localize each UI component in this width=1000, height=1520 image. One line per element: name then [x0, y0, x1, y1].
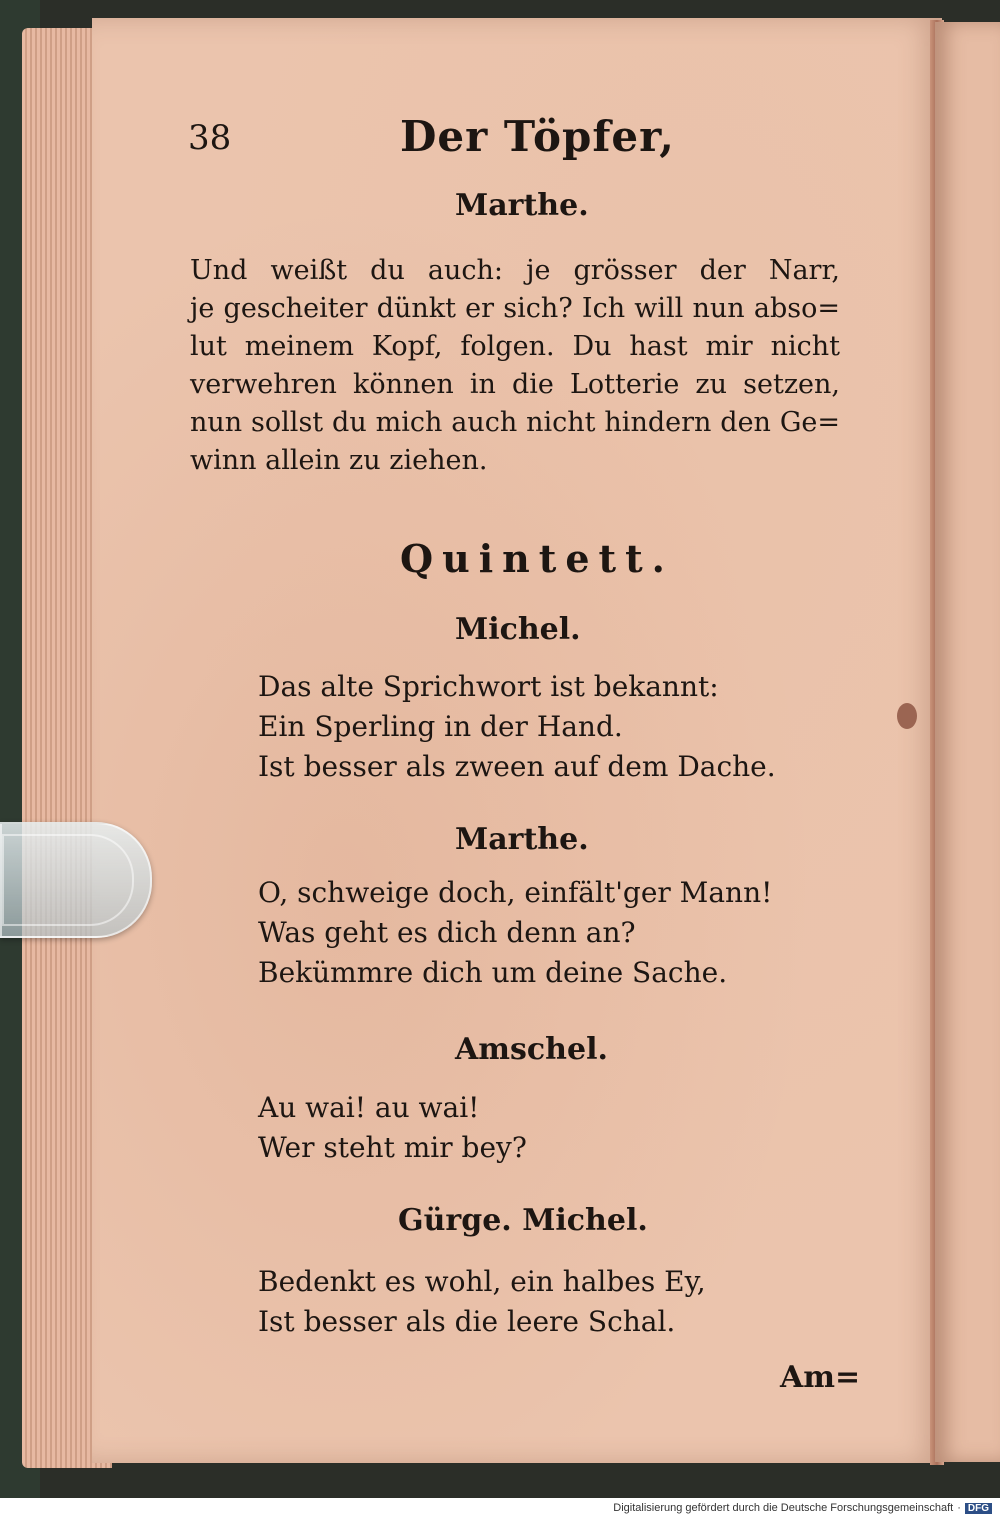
catchword: Am=: [780, 1360, 861, 1395]
speaker-marthe-2: Marthe.: [455, 822, 589, 857]
page-number: 38: [188, 118, 232, 158]
verse-line: Au wai! au wai!: [258, 1091, 480, 1124]
verse-line: Ist besser als die leere Schal.: [258, 1305, 676, 1338]
bookmark-clip: [0, 822, 152, 938]
facing-page-edge: [935, 22, 1000, 1462]
prose-line: je gescheiter dünkt er sich? Ich will nun abso=: [190, 293, 840, 324]
bookmark-clip-inner: [2, 834, 134, 926]
verse-line: Was geht es dich denn an?: [258, 916, 636, 949]
separator: ·: [957, 1502, 961, 1514]
prose-paragraph: [190, 252, 840, 480]
verse-block: [258, 1262, 706, 1342]
credit-text: Digitalisierung gefördert durch die Deutsche Forschungsgemeinschaft: [613, 1502, 954, 1514]
verse-line: Bedenkt es wohl, ein halbes Ey,: [258, 1265, 706, 1298]
running-head: Der Töpfer,: [400, 112, 675, 161]
prose-line: Und weißt du auch: je grösser der Narr,: [190, 255, 840, 286]
verse-line: Bekümmre dich um deine Sache.: [258, 956, 728, 989]
verse-line: Wer steht mir bey?: [258, 1131, 527, 1164]
verse-line: Das alte Sprichwort ist bekannt:: [258, 670, 719, 703]
verse-block: [258, 667, 776, 787]
verse-block: [258, 1088, 527, 1168]
section-heading: Quintett.: [400, 536, 674, 581]
speaker-guerge-michel: Gürge. Michel.: [398, 1203, 648, 1238]
verse-block: [258, 873, 772, 993]
verse-line: O, schweige doch, einfält'ger Mann!: [258, 876, 773, 909]
prose-line: lut meinem Kopf, folgen. Du hast mir nicht: [190, 331, 840, 362]
verse-line: Ist besser als zween auf dem Dache.: [258, 750, 776, 783]
paper-stain: [897, 703, 917, 729]
prose-line: nun sollst du mich auch nicht hindern den Ge=: [190, 407, 840, 438]
verse-line: Ein Sperling in der Hand.: [258, 710, 623, 743]
speaker-michel: Michel.: [455, 612, 581, 647]
prose-line: verwehren können in die Lotterie zu setzen,: [190, 369, 840, 400]
speaker-amschel: Amschel.: [455, 1032, 608, 1067]
dfg-logo: DFG: [965, 1503, 992, 1514]
speaker-marthe: Marthe.: [455, 188, 589, 223]
prose-line: winn allein zu ziehen.: [190, 445, 488, 476]
funding-credit: [613, 1502, 992, 1514]
